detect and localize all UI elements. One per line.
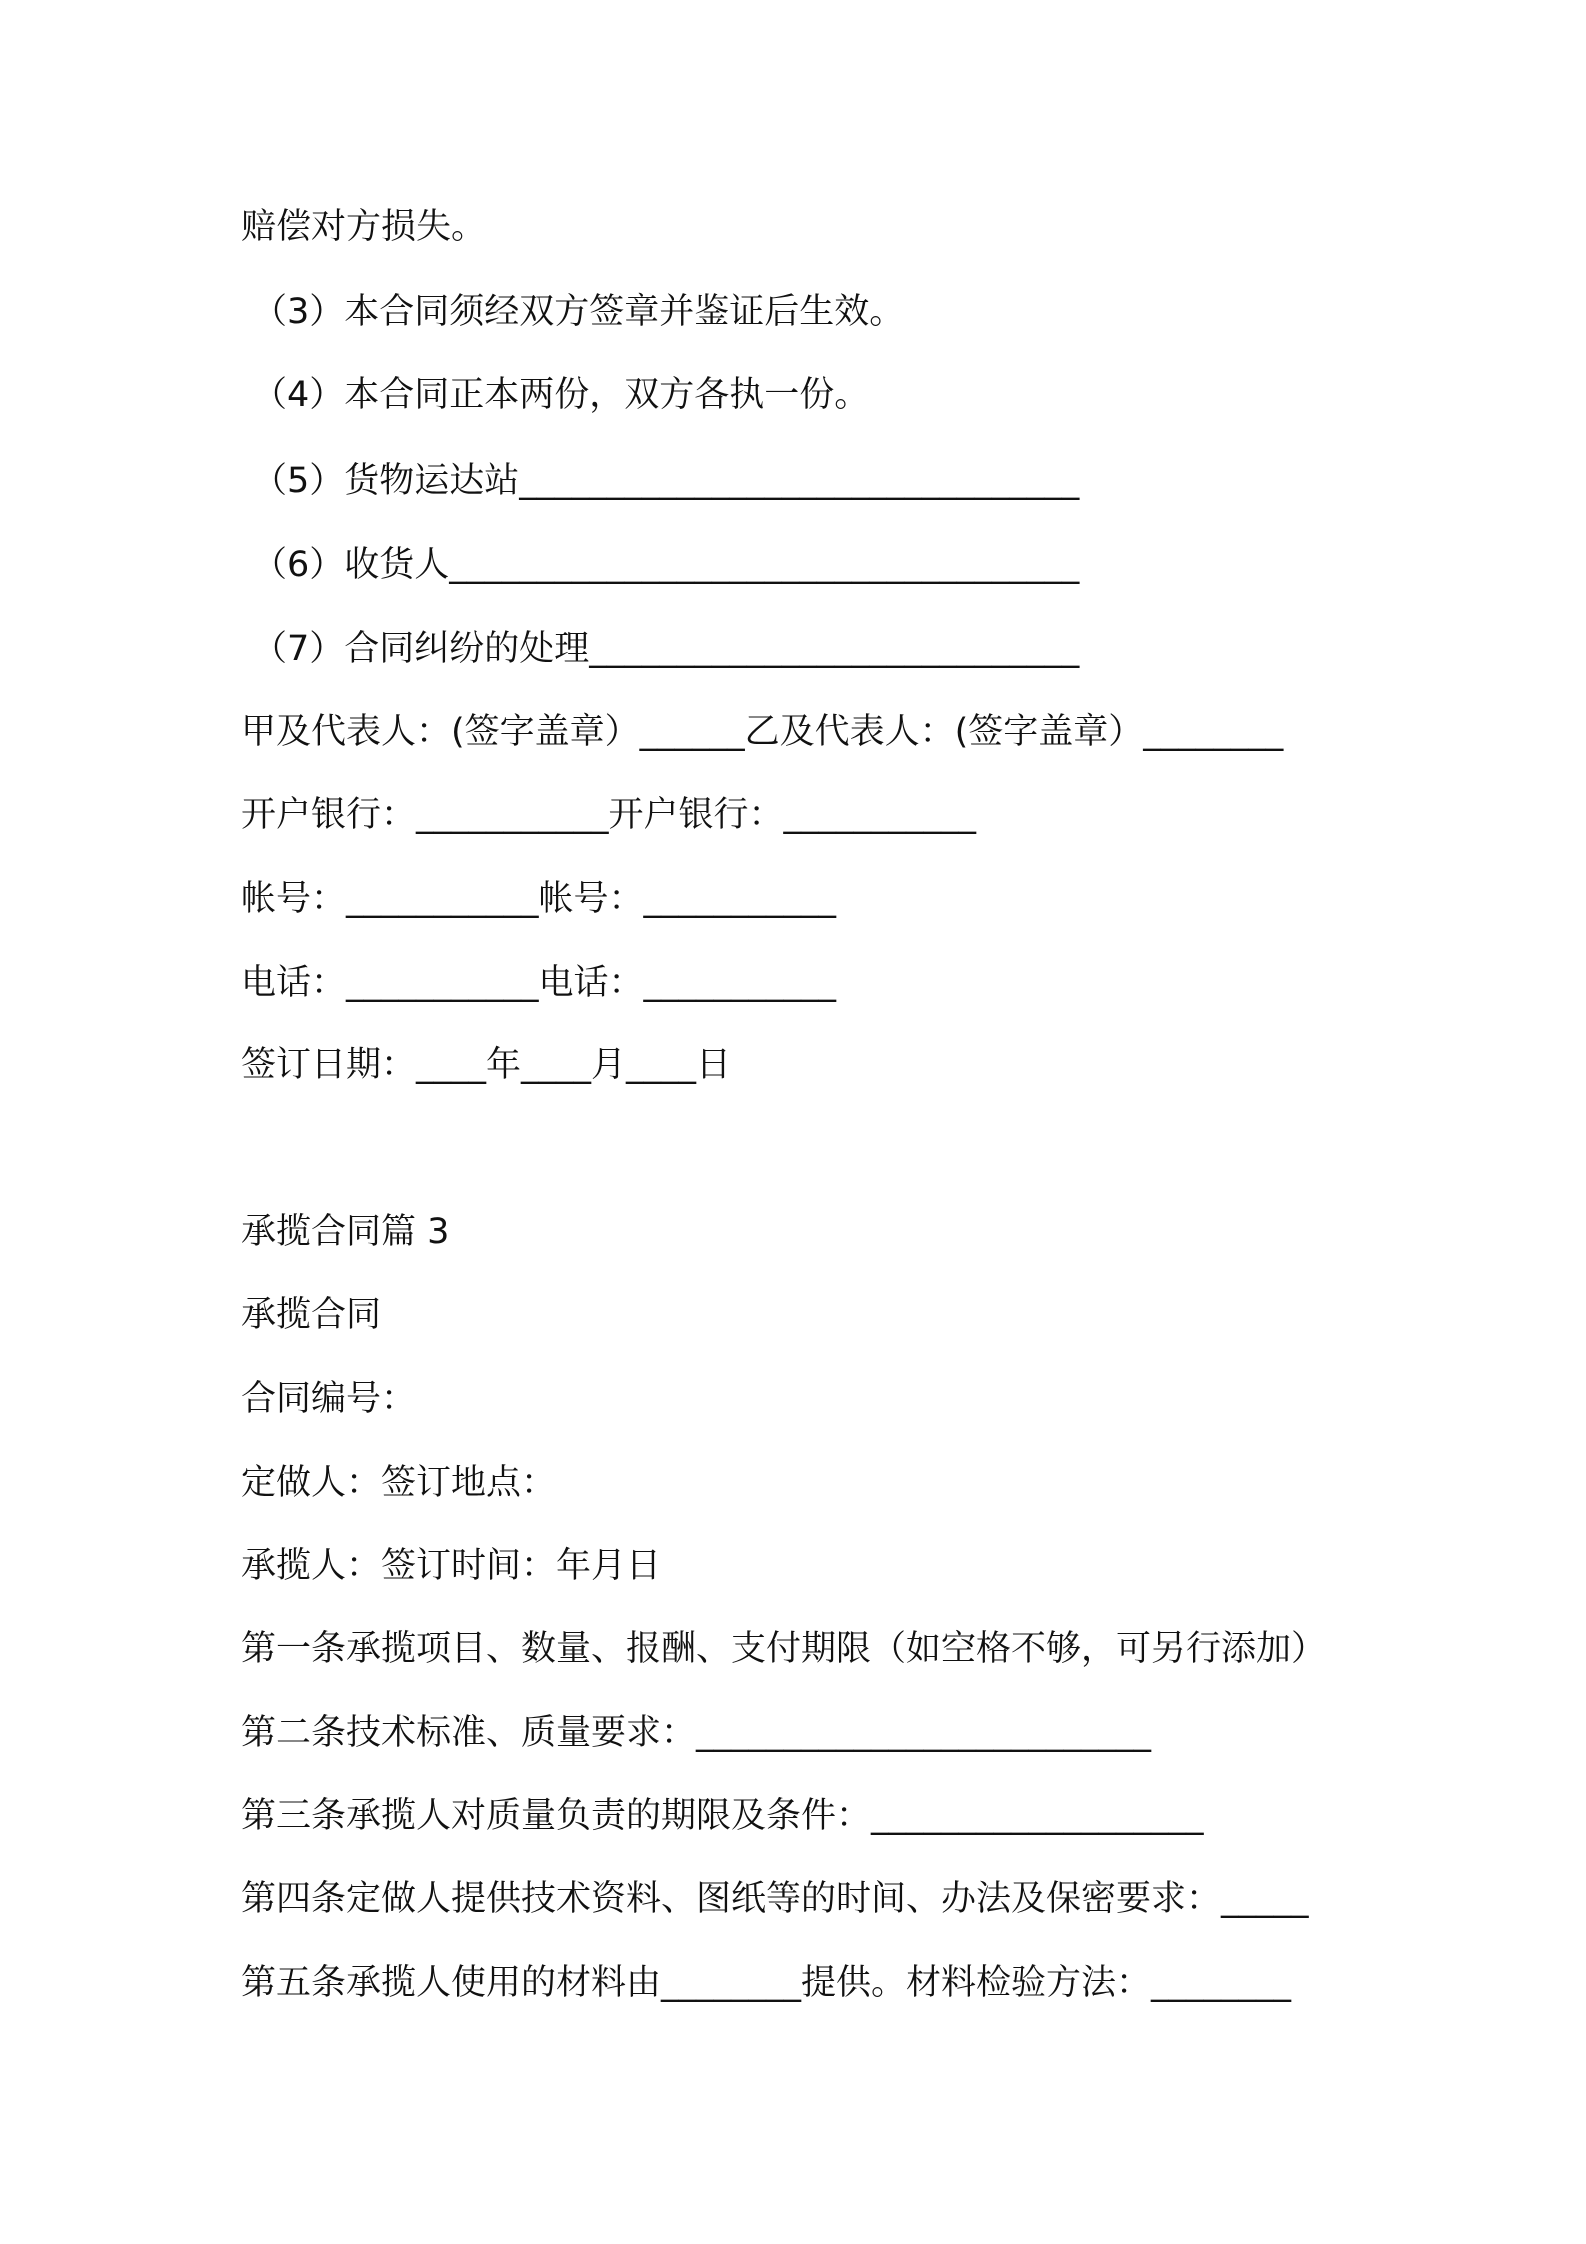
contract-number: 合同编号： bbox=[241, 1379, 417, 1419]
clause-7: （7）合同纠纷的处理____________________________ bbox=[252, 629, 1080, 669]
paragraph-compensation: 赔偿对方损失。 bbox=[241, 207, 487, 247]
contract-title: 承揽合同 bbox=[241, 1295, 382, 1335]
orderer-line: 定做人：签订地点： bbox=[241, 1463, 557, 1503]
article-5: 第五条承揽人使用的材料由________提供。材料检验方法：________ bbox=[241, 1963, 1292, 2003]
clause-4: （4）本合同正本两份，双方各执一份。 bbox=[252, 375, 870, 415]
clause-3: （3）本合同须经双方签章并鉴证后生效。 bbox=[252, 292, 905, 332]
clause-6: （6）收货人____________________________________ bbox=[252, 545, 1080, 585]
article-4: 第四条定做人提供技术资料、图纸等的时间、办法及保密要求：_____ bbox=[241, 1879, 1309, 1919]
contractor-line: 承揽人：签订时间：年月日 bbox=[241, 1546, 662, 1586]
section-heading: 承揽合同篇 3 bbox=[241, 1212, 450, 1252]
article-2: 第二条技术标准、质量要求：__________________________ bbox=[241, 1713, 1152, 1753]
signature-line: 甲及代表人：(签字盖章）______乙及代表人：(签字盖章）________ bbox=[241, 712, 1284, 752]
account-line: 帐号：___________帐号：___________ bbox=[241, 879, 837, 919]
clause-5: （5）货物运达站________________________________ bbox=[252, 461, 1080, 501]
article-1: 第一条承揽项目、数量、报酬、支付期限（如空格不够，可另行添加） bbox=[241, 1629, 1327, 1669]
phone-line: 电话：___________电话：___________ bbox=[241, 963, 837, 1003]
article-3: 第三条承揽人对质量负责的期限及条件：___________________ bbox=[241, 1796, 1204, 1836]
bank-line: 开户银行：___________开户银行：___________ bbox=[241, 795, 977, 835]
signing-date-line: 签订日期：____年____月____日 bbox=[241, 1045, 732, 1085]
